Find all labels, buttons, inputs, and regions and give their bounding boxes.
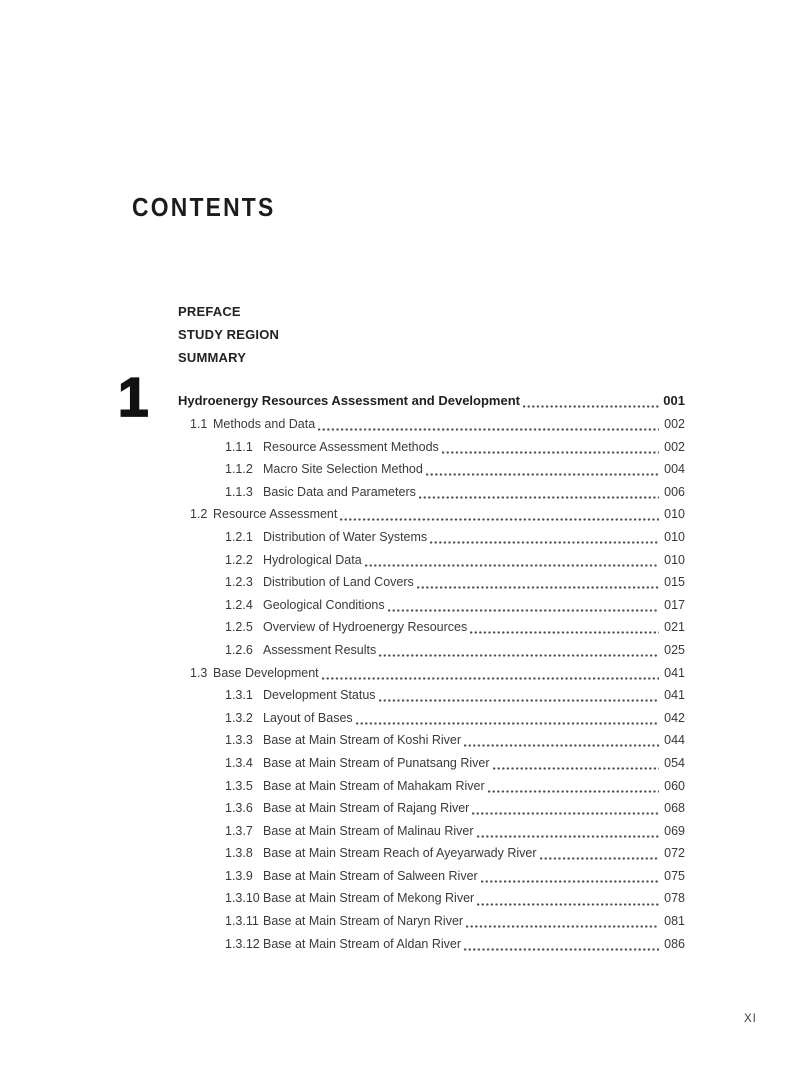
entry-page-number: 041 xyxy=(664,688,685,703)
dot-leader xyxy=(340,503,659,526)
entry-page-number: 010 xyxy=(664,507,685,522)
entry-title: Distribution of Water Systems xyxy=(263,529,428,544)
entry-page-number: 041 xyxy=(664,665,685,680)
dot-leader xyxy=(430,526,659,549)
toc-row xyxy=(178,503,685,526)
front-matter-item-summary: SUMMARY xyxy=(178,350,247,365)
dot-leader xyxy=(493,752,659,775)
entry-number: 1.3.3 xyxy=(225,733,253,748)
entry-page-number: 010 xyxy=(664,552,685,567)
entry-page-number: 078 xyxy=(664,891,685,906)
page-folio: XI xyxy=(744,1013,757,1025)
dot-leader xyxy=(540,842,659,865)
entry-number: 1.3.1 xyxy=(225,688,253,703)
entry-title: Base at Main Stream of Naryn River xyxy=(263,914,464,929)
entry-page-number: 006 xyxy=(664,484,685,499)
dot-leader xyxy=(318,413,659,436)
toc-row xyxy=(178,571,685,594)
entry-page-number: 025 xyxy=(664,642,685,657)
entry-page-number: 060 xyxy=(664,778,685,793)
entry-number: 1.1.3 xyxy=(225,484,253,499)
dot-leader xyxy=(442,436,659,459)
entry-page-number: 017 xyxy=(664,597,685,612)
entry-number: 1.3.2 xyxy=(225,710,253,725)
entry-page-number: 044 xyxy=(664,733,685,748)
dot-leader xyxy=(477,887,659,910)
entry-title: Resource Assessment xyxy=(213,507,338,522)
chapter-number: 1 xyxy=(118,366,149,428)
entry-title: Base at Main Stream of Malinau River xyxy=(263,823,474,838)
chapter-page-number: 001 xyxy=(663,393,685,408)
entry-number: 1.2.5 xyxy=(225,620,253,635)
page-title: CONTENTS xyxy=(132,192,276,222)
toc-row xyxy=(178,752,685,775)
entry-title: Overview of Hydroenergy Resources xyxy=(263,620,468,635)
dot-leader xyxy=(426,458,659,481)
entry-number: 1.2.1 xyxy=(225,529,253,544)
toc-row xyxy=(178,933,685,956)
dot-leader xyxy=(472,797,659,820)
dot-leader xyxy=(470,616,659,639)
toc-row xyxy=(178,707,685,730)
toc-row xyxy=(178,662,685,685)
toc-row xyxy=(178,729,685,752)
entry-page-number: 021 xyxy=(664,620,685,635)
toc-row xyxy=(178,549,685,572)
entry-title: Base Development xyxy=(213,665,319,680)
entry-number: 1.1.2 xyxy=(225,462,253,477)
entry-title: Assessment Results xyxy=(263,642,377,657)
entry-number: 1.3.10 xyxy=(225,891,260,906)
entry-number: 1.1 xyxy=(190,417,208,431)
dot-leader xyxy=(379,684,659,707)
toc-row xyxy=(178,436,685,459)
toc-row xyxy=(178,684,685,707)
entry-page-number: 010 xyxy=(664,529,685,544)
dot-leader xyxy=(477,820,659,843)
entry-number: 1.3.4 xyxy=(225,755,253,770)
toc-row xyxy=(178,458,685,481)
entry-number: 1.3.12 xyxy=(225,936,260,951)
dot-leader xyxy=(417,571,659,594)
toc-row xyxy=(178,526,685,549)
dot-leader xyxy=(388,594,659,617)
toc-row xyxy=(178,775,685,798)
entry-number: 1.2.6 xyxy=(225,642,253,657)
entry-page-number: 015 xyxy=(664,575,685,590)
entry-page-number: 072 xyxy=(664,846,685,861)
toc-row xyxy=(178,887,685,910)
chapter-title: Hydroenergy Resources Assessment and Development xyxy=(178,393,520,408)
entry-title: Distribution of Land Covers xyxy=(263,575,414,590)
entry-title: Base at Main Stream of Rajang River xyxy=(263,801,470,816)
entry-number: 1.3.6 xyxy=(225,801,253,816)
entry-title: Base at Main Stream of Salween River xyxy=(263,868,478,883)
dot-leader xyxy=(322,662,659,685)
toc-row xyxy=(178,820,685,843)
entry-title: Hydrological Data xyxy=(263,552,362,567)
table-of-contents xyxy=(178,389,685,955)
front-matter-list xyxy=(178,300,279,369)
entry-title: Base at Main Stream of Koshi River xyxy=(263,733,461,748)
entry-number: 1.3.9 xyxy=(225,868,253,883)
toc-row xyxy=(178,910,685,933)
entry-title: Geological Conditions xyxy=(263,597,385,612)
entry-title: Base at Main Stream Reach of Ayeyarwady River xyxy=(263,846,537,861)
entry-title: Macro Site Selection Method xyxy=(263,462,423,477)
entry-title: Layout of Bases xyxy=(263,710,353,725)
toc-row xyxy=(178,481,685,504)
entry-number: 1.3.5 xyxy=(225,778,253,793)
entry-page-number: 002 xyxy=(664,439,685,454)
front-matter-item-preface: PREFACE xyxy=(178,304,241,319)
entry-page-number: 054 xyxy=(664,755,685,770)
entry-title: Basic Data and Parameters xyxy=(263,484,416,499)
entry-number: 1.2.2 xyxy=(225,552,253,567)
dot-leader xyxy=(464,729,659,752)
entry-title: Base at Main Stream of Punatsang River xyxy=(263,755,490,770)
toc-row xyxy=(178,594,685,617)
entry-page-number: 042 xyxy=(664,710,685,725)
toc-row xyxy=(178,842,685,865)
dot-leader xyxy=(379,639,659,662)
dot-leader xyxy=(419,481,659,504)
toc-row xyxy=(178,413,685,436)
dot-leader xyxy=(365,549,659,572)
entry-page-number: 002 xyxy=(664,417,685,431)
entry-title: Base at Main Stream of Mahakam River xyxy=(263,778,485,793)
entry-page-number: 075 xyxy=(664,868,685,883)
dot-leader xyxy=(481,865,659,888)
entry-title: Development Status xyxy=(263,688,376,703)
entry-title: Methods and Data xyxy=(213,417,316,431)
entry-number: 1.2 xyxy=(190,507,208,522)
dot-leader xyxy=(523,389,659,413)
chapter-title-row xyxy=(178,389,685,413)
front-matter-item-study-region: STUDY REGION xyxy=(178,327,280,342)
entry-number: 1.1.1 xyxy=(225,439,253,454)
entry-title: Base at Main Stream of Aldan River xyxy=(263,936,462,951)
toc-row xyxy=(178,865,685,888)
entry-title: Base at Main Stream of Mekong River xyxy=(263,891,475,906)
entry-number: 1.2.3 xyxy=(225,575,253,590)
dot-leader xyxy=(466,910,659,933)
dot-leader xyxy=(356,707,659,730)
entry-number: 1.3.8 xyxy=(225,846,253,861)
entry-page-number: 069 xyxy=(664,823,685,838)
entry-number: 1.3.11 xyxy=(225,914,259,929)
entry-page-number: 004 xyxy=(664,462,685,477)
entry-number: 1.3 xyxy=(190,665,208,680)
entry-number: 1.2.4 xyxy=(225,597,253,612)
entry-number: 1.3.7 xyxy=(225,823,253,838)
entry-page-number: 081 xyxy=(664,914,685,929)
toc-list xyxy=(178,413,685,955)
toc-row xyxy=(178,616,685,639)
toc-row xyxy=(178,639,685,662)
dot-leader xyxy=(464,933,659,956)
entry-page-number: 086 xyxy=(664,936,685,951)
entry-page-number: 068 xyxy=(664,801,685,816)
dot-leader xyxy=(488,775,659,798)
entry-title: Resource Assessment Methods xyxy=(263,439,439,454)
toc-row xyxy=(178,797,685,820)
